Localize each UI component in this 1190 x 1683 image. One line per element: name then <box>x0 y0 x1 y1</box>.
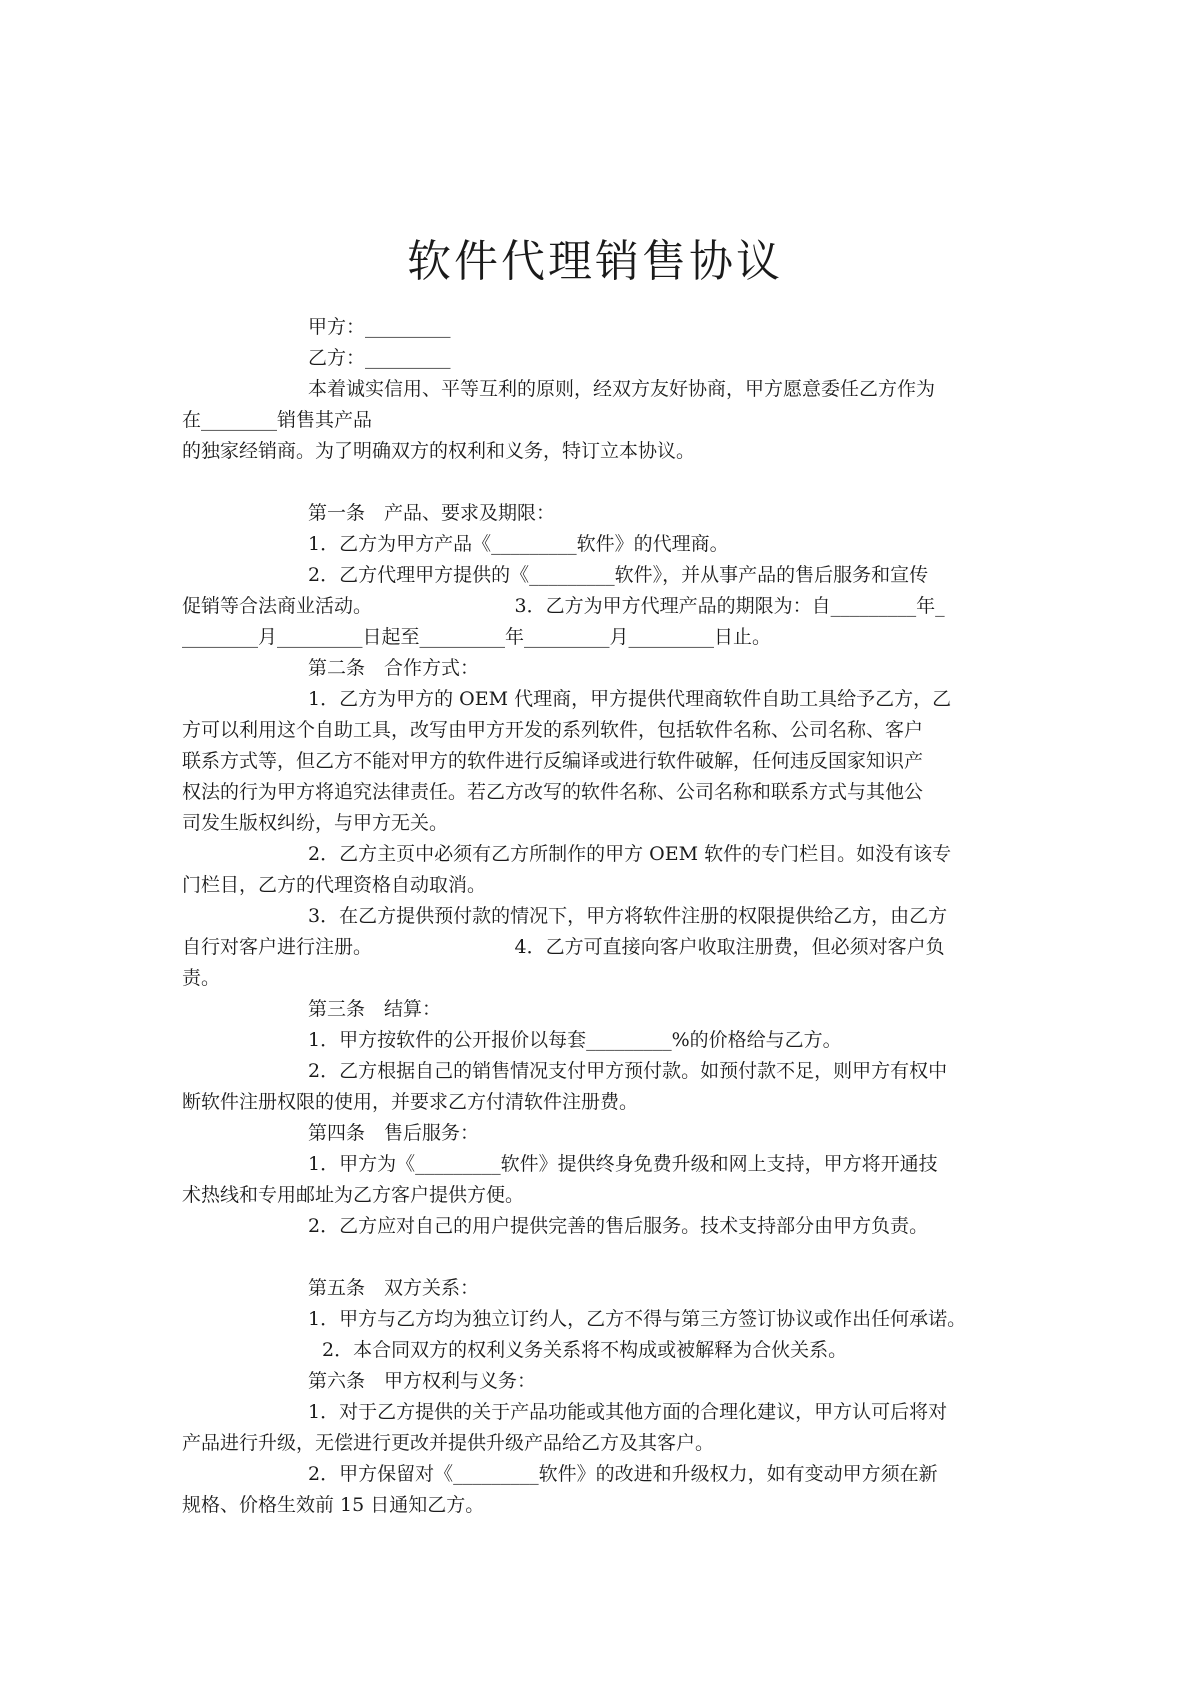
paragraph-line: 权法的行为甲方将追究法律责任。若乙方改写的软件名称、公司名称和联系方式与其他公 <box>182 781 924 803</box>
paragraph-line: 联系方式等，但乙方不能对甲方的软件进行反编译或进行软件破解，任何违反国家知识产 <box>182 750 924 772</box>
paragraph-line: 第六条 甲方权利与义务： <box>308 1370 537 1392</box>
paragraph-line: 1．乙方为甲方产品《_________软件》的代理商。 <box>308 533 729 555</box>
paragraph-line: 第四条 售后服务： <box>308 1122 480 1144</box>
paragraph-line: 司发生版权纠纷，与甲方无关。 <box>182 812 449 834</box>
paragraph-line: 方可以利用这个自助工具，改写由甲方开发的系列软件，包括软件名称、公司名称、客户 <box>182 719 924 741</box>
paragraph-line: 2．乙方根据自己的销售情况支付甲方预付款。如预付款不足，则甲方有权中 <box>308 1060 948 1082</box>
paragraph-line: 本着诚实信用、平等互利的原则，经双方友好协商，甲方愿意委任乙方作为 <box>308 378 936 400</box>
paragraph-line: 责。 <box>182 967 221 989</box>
paragraph-line: 1．甲方为《_________软件》提供终身免费升级和网上支持，甲方将开通技 <box>308 1153 938 1175</box>
paragraph-line: 规格、价格生效前 15 日通知乙方。 <box>182 1494 485 1516</box>
paragraph-line: 1．甲方与乙方均为独立订约人，乙方不得与第三方签订协议或作出任何承诺。 <box>308 1308 967 1330</box>
blank-line <box>182 1242 1022 1273</box>
paragraph-line: 第三条 结算： <box>308 998 442 1020</box>
paragraph-line: 第五条 双方关系： <box>308 1277 480 1299</box>
paragraph-line: 甲方：_________ <box>308 316 451 338</box>
paragraph-line: 第二条 合作方式： <box>308 657 480 679</box>
paragraph-line: 自行对客户进行注册。 4．乙方可直接向客户收取注册费，但必须对客户负 <box>182 936 945 958</box>
document-body <box>182 312 1022 1521</box>
blank-line <box>182 467 1022 498</box>
paragraph-line: 促销等合法商业活动。 3．乙方为甲方代理产品的期限为：自_________年_ <box>182 595 945 617</box>
paragraph-line: 2．乙方主页中必须有乙方所制作的甲方 OEM 软件的专门栏目。如没有该专 <box>308 843 952 865</box>
document-title: 软件代理销售协议 <box>407 236 783 287</box>
paragraph-line: 乙方：_________ <box>308 347 451 369</box>
paragraph-line: 1．甲方按软件的公开报价以每套_________%的价格给与乙方。 <box>308 1029 842 1051</box>
paragraph-line: 产品进行升级，无偿进行更改并提供升级产品给乙方及其客户。 <box>182 1432 715 1454</box>
paragraph-line: 2．乙方应对自己的用户提供完善的售后服务。技术支持部分由甲方负责。 <box>308 1215 929 1237</box>
paragraph-line: 的独家经销商。为了明确双方的权利和义务，特订立本协议。 <box>182 440 696 462</box>
paragraph-line: 在________销售其产品 <box>182 409 373 431</box>
paragraph-line: 3．在乙方提供预付款的情况下，甲方将软件注册的权限提供给乙方，由乙方 <box>308 905 948 927</box>
paragraph-line: 门栏目，乙方的代理资格自动取消。 <box>182 874 487 896</box>
paragraph-line: 1．对于乙方提供的关于产品功能或其他方面的合理化建议，甲方认可后将对 <box>308 1401 948 1423</box>
paragraph-line: 术热线和专用邮址为乙方客户提供方便。 <box>182 1184 525 1206</box>
paragraph-line: 断软件注册权限的使用，并要求乙方付清软件注册费。 <box>182 1091 639 1113</box>
paragraph-line: 2．甲方保留对《_________软件》的改进和升级权力，如有变动甲方须在新 <box>308 1463 938 1485</box>
paragraph-line: 2．本合同双方的权利义务关系将不构成或被解释为合伙关系。 <box>322 1339 848 1361</box>
paragraph-line: 1．乙方为甲方的 OEM 代理商，甲方提供代理商软件自助工具给予乙方，乙 <box>308 688 952 710</box>
paragraph-line: ________月_________日起至_________年_________月_________日止。 <box>182 626 772 648</box>
paragraph-line: 第一条 产品、要求及期限： <box>308 502 556 524</box>
paragraph-line: 2．乙方代理甲方提供的《_________软件》，并从事产品的售后服务和宣传 <box>308 564 929 586</box>
